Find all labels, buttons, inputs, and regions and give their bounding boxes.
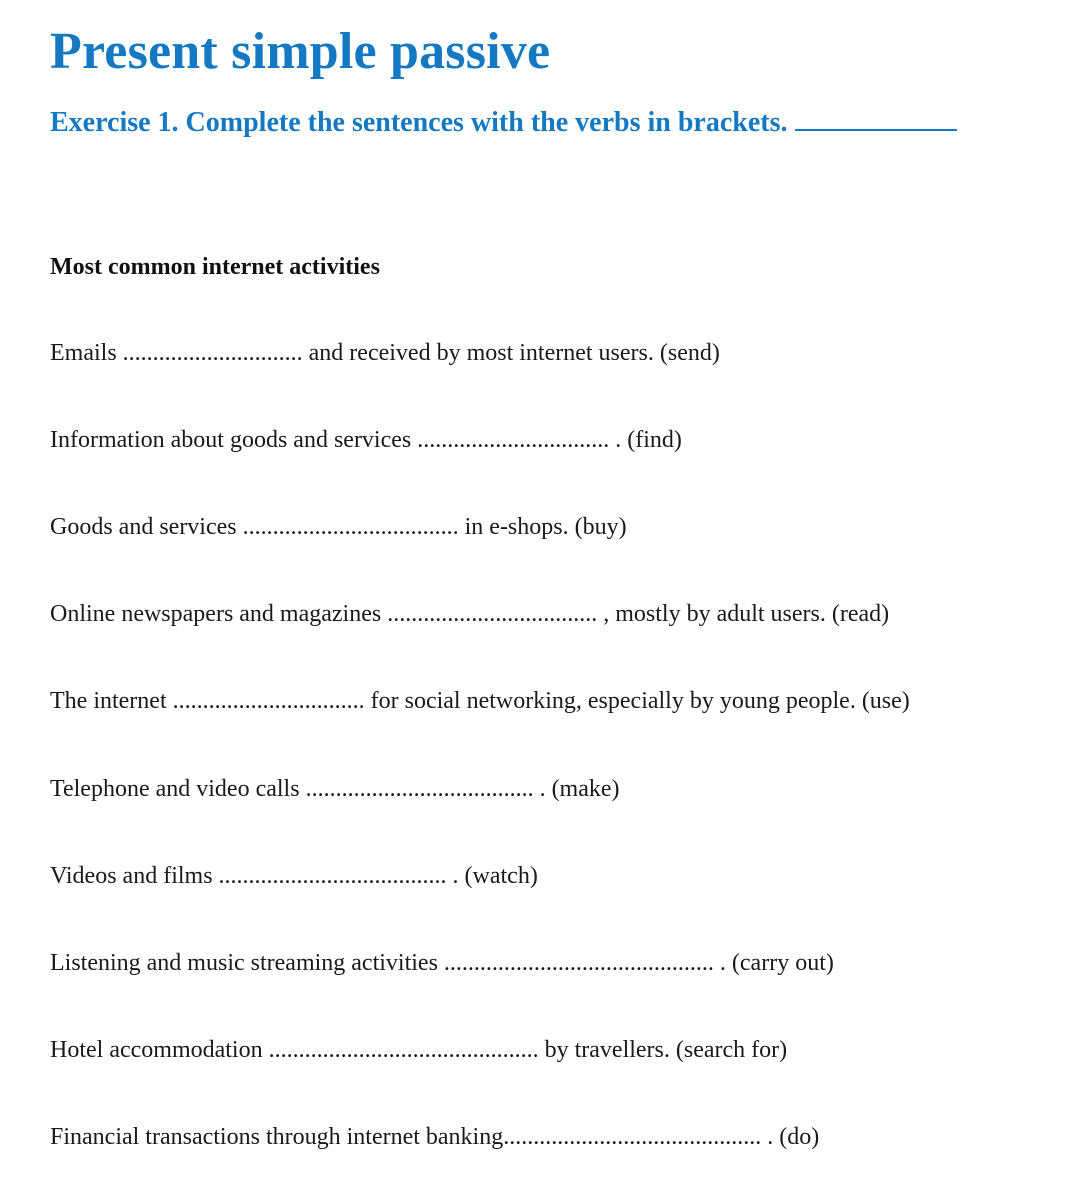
sentence-9: Hotel accommodation ............................................. by travellers. (search for): [50, 1037, 788, 1063]
sentence-3: Goods and services .................................... in e-shops. (buy): [50, 514, 627, 540]
sentence-1: Emails .............................. and received by most internet users. (send): [50, 340, 720, 366]
page-title: Present simple passive: [50, 23, 551, 80]
sentence-6: Telephone and video calls ...................................... . (make): [50, 776, 620, 802]
sentence-10: Financial transactions through internet banking........................................... . (do): [50, 1124, 820, 1150]
instruction-underline: [795, 107, 957, 131]
sentence-5: The internet ................................ for social networking, especially by young people. (use): [50, 688, 910, 714]
exercise-instruction-text: Exercise 1. Complete the sentences with the verbs in brackets.: [50, 107, 788, 138]
sentence-7: Videos and films ...................................... . (watch): [50, 863, 538, 889]
sentence-4: Online newspapers and magazines ................................... , mostly by adult users. (read): [50, 601, 890, 627]
exercise-instruction: [50, 105, 957, 141]
section-heading: Most common internet activities: [50, 254, 380, 280]
sentence-2: Information about goods and services ................................ . (find): [50, 427, 682, 453]
sentence-8: Listening and music streaming activities ............................................. . (carry out): [50, 950, 834, 976]
